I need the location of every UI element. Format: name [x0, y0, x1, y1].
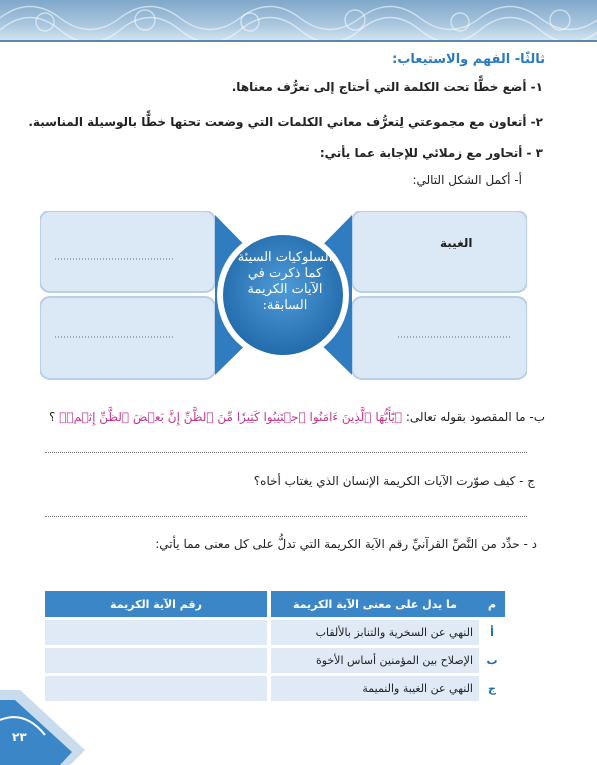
answer-line-c[interactable] — [45, 516, 527, 517]
part-b-suffix: ؟ — [48, 410, 56, 424]
banner-divider — [0, 40, 597, 42]
row-number-cell[interactable] — [45, 619, 267, 647]
row-letter: ب — [479, 647, 505, 675]
center-line-1: السلوكيات السيئة — [237, 250, 333, 265]
center-line-2: كما ذكرت في — [247, 266, 323, 281]
box-bottom-right — [352, 297, 527, 379]
table-row — [45, 619, 505, 647]
part-c-question: ج - كيف صوّرت الآيات الكريمة الإنسان الذي يغتاب أخاه؟ — [253, 474, 535, 488]
center-line-3: الآيات الكريمة — [247, 282, 323, 297]
row-meaning: النهي عن السخرية والتنابز بالألقاب — [271, 619, 479, 647]
verses-table — [45, 591, 505, 704]
instruction-2: ٢- أتعاون مع مجموعتي لِتعرُّف معاني الكلمات التي وضعت تحتها خطًّا بالوسيلة المناسبة. — [28, 115, 543, 129]
row-meaning: النهي عن الغيبة والنميمة — [271, 675, 479, 703]
part-a-label: أ- أكمل الشكل التالي: — [412, 173, 522, 187]
box-top-right — [352, 211, 527, 292]
table-row — [45, 647, 505, 675]
box-bottom-left — [40, 297, 215, 379]
center-line-4: السابقة: — [262, 298, 308, 313]
page-corner-ornament — [0, 690, 90, 765]
header-m: م — [479, 591, 505, 619]
ornament-pattern-icon — [0, 0, 597, 42]
part-b-question — [49, 410, 545, 424]
center-title — [227, 250, 343, 314]
header-number: رقم الآية الكريمة — [45, 591, 267, 619]
box-top-left — [40, 211, 215, 292]
header-meaning: ما يدل على معنى الآية الكريمة — [271, 591, 479, 619]
row-meaning: الإصلاح بين المؤمنين أساس الأخوة — [271, 647, 479, 675]
quran-quote: ﴿يَٰٓأَيُّهَا ٱلَّذِينَ ءَامَنُوا ٱجۡتَنِبُوا كَثِيرٗا مِّنَ ٱلظَّنِّ إِنَّ بَعۡضَ ٱلظَّنِّ إِثۡمٞ﴾ — [59, 410, 403, 424]
section-heading: ثالثًا- الفهم والاستيعاب: — [392, 52, 545, 67]
row-number-cell[interactable] — [45, 647, 267, 675]
answer-line-b[interactable] — [45, 452, 527, 453]
part-d-question: د - حدِّد من النَّصِّ القرآنيِّ رقم الآية الكريمة التي تدلُّ على كل معنى مما يأتي: — [155, 537, 537, 551]
page-number: ٢٣ — [12, 730, 27, 744]
instruction-1: ١- أضع خطًّا تحت الكلمة التي أحتاج إلى تعرُّف معناها. — [231, 80, 543, 94]
header-banner — [0, 0, 597, 42]
instruction-3: ٣ - أتحاور مع زملائي للإجابة عما يأتي: — [319, 146, 543, 160]
label-ghiba: الغيبة — [440, 236, 473, 250]
part-b-prefix: ب- ما المقصود بقوله تعالى: — [405, 410, 545, 424]
table-row — [45, 675, 505, 703]
row-letter: أ — [479, 619, 505, 647]
row-letter: ج — [479, 675, 505, 703]
table-header-row — [45, 591, 505, 619]
